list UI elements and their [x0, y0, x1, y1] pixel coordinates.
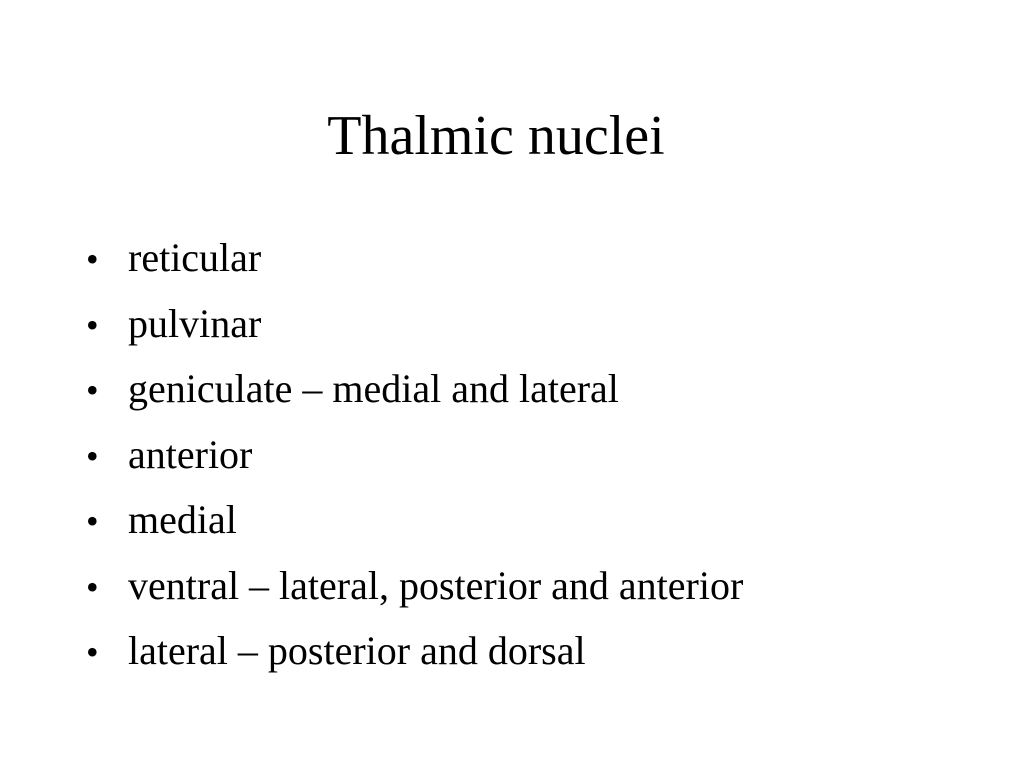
bullet-icon: • — [86, 501, 99, 541]
bullet-icon: • — [86, 239, 99, 279]
bullet-icon: • — [86, 304, 99, 345]
list-item — [84, 359, 743, 425]
list-item-text: geniculate – medial and lateral — [128, 366, 619, 411]
slide-title: Thalmic nuclei — [327, 105, 665, 167]
list-item-text: medial — [128, 497, 237, 542]
bullet-list — [84, 228, 743, 687]
list-item — [84, 556, 743, 622]
list-item-text: ventral – lateral, posterior and anterior — [128, 562, 744, 608]
list-item — [84, 294, 743, 360]
list-item — [84, 621, 743, 687]
list-item-text: pulvinar — [128, 300, 262, 346]
bullet-icon: • — [86, 435, 99, 476]
bullet-icon: • — [86, 632, 99, 672]
list-item — [84, 228, 743, 294]
list-item-text: lateral – posterior and dorsal — [128, 628, 586, 673]
list-item — [84, 490, 743, 556]
list-item — [84, 425, 743, 491]
list-item-text: reticular — [128, 235, 262, 280]
list-item-text: anterior — [128, 431, 253, 477]
bullet-icon: • — [86, 370, 99, 410]
bullet-icon: • — [86, 566, 99, 607]
